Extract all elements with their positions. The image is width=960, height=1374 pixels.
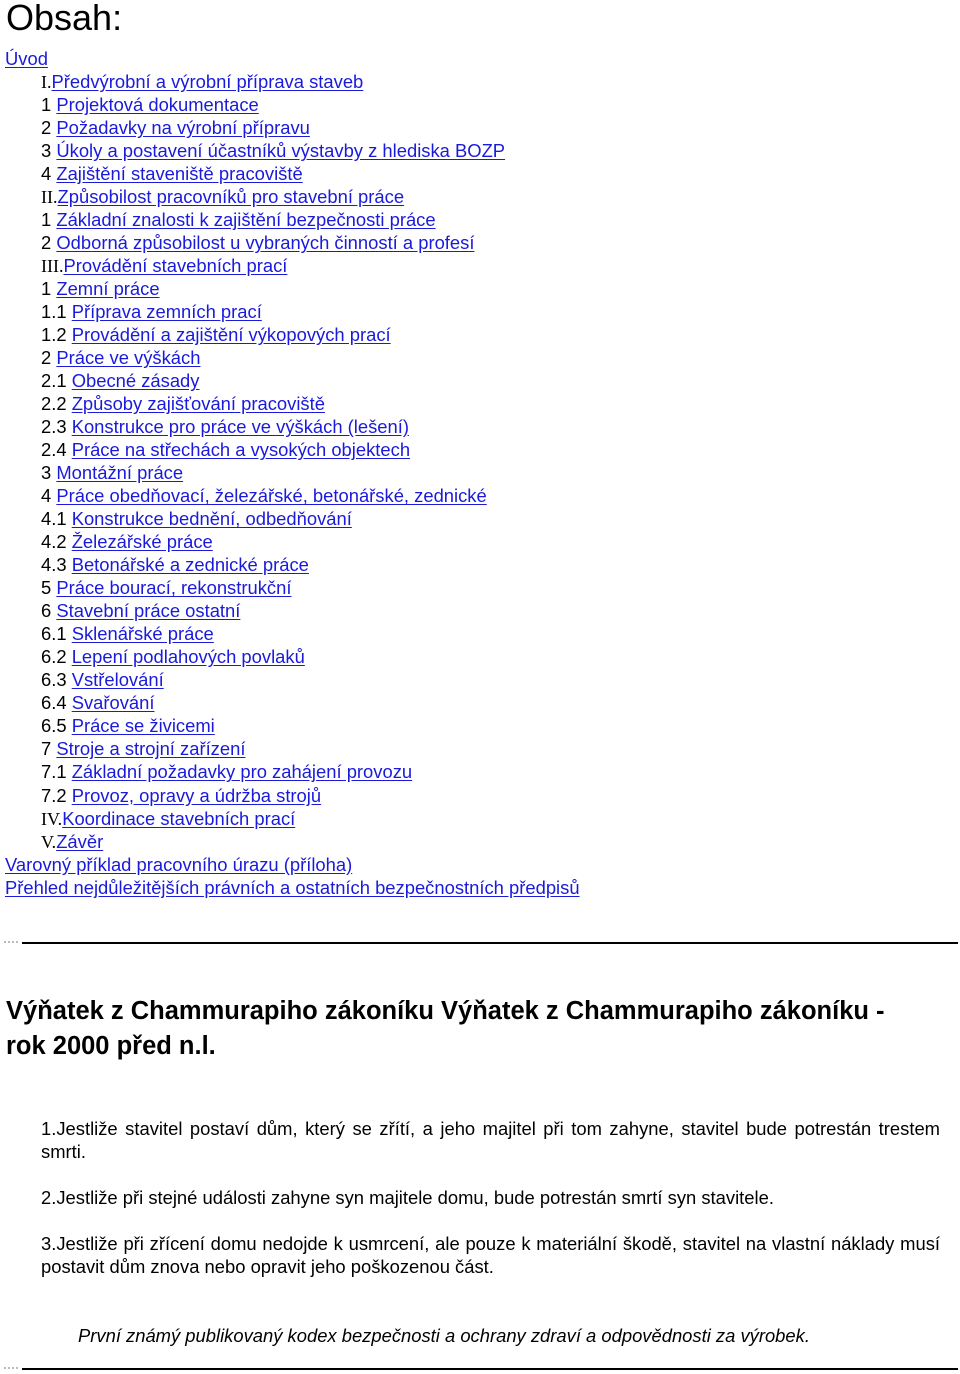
toc-item [5, 737, 580, 760]
toc-link[interactable]: Provádění stavebních prací [63, 255, 288, 277]
toc-item-number: 6 [41, 600, 57, 622]
toc-item [5, 70, 580, 93]
divider-dots [4, 1367, 18, 1369]
toc-item-number: 6.4 [41, 692, 72, 714]
toc-item-number: 1.2 [41, 324, 72, 346]
toc-item [5, 208, 580, 231]
toc-item [5, 714, 580, 737]
toc-link[interactable]: Příprava zemních prací [71, 301, 262, 323]
table-of-contents [5, 47, 580, 899]
toc-link[interactable]: Varovný příklad pracovního úrazu (příloha) [5, 853, 353, 875]
toc-item-number: 4.3 [41, 554, 72, 576]
toc-item [5, 231, 580, 254]
toc-link[interactable]: Způsobilost pracovníků pro stavební práce [57, 186, 405, 208]
toc-item [5, 668, 580, 691]
excerpt-title: Výňatek z Chammurapiho zákoníku Výňatek z Chammurapiho zákoníku -rok 2000 před n.l. [6, 997, 885, 1060]
toc-item-number: 6.5 [41, 715, 72, 737]
toc-item [5, 47, 580, 70]
toc-item [5, 323, 580, 346]
toc-link[interactable]: Zajištění staveniště pracoviště [56, 163, 303, 185]
divider-dots [4, 941, 18, 943]
toc-item [5, 254, 580, 277]
toc-link[interactable]: Železářské práce [71, 531, 213, 553]
toc-item [5, 691, 580, 714]
toc-link[interactable]: Úvod [5, 48, 48, 69]
toc-link[interactable]: Základní požadavky pro zahájení provozu [71, 761, 413, 783]
toc-item [5, 461, 580, 484]
toc-item-number: 2.4 [41, 439, 72, 461]
toc-item-number: II. [41, 187, 58, 208]
toc-item [5, 139, 580, 162]
toc-item-number: 7 [41, 738, 57, 760]
toc-link[interactable]: Úkoly a postavení účastníků výstavby z hlediska BOZP [56, 140, 506, 162]
toc-link[interactable]: Práce bourací, rekonstrukční [56, 577, 292, 599]
toc-item-number: 1 [41, 209, 57, 231]
toc-link[interactable]: Práce na střechách a vysokých objektech [71, 439, 411, 461]
toc-link[interactable]: Projektová dokumentace [56, 94, 259, 116]
toc-link[interactable]: Závěr [56, 830, 104, 852]
toc-item-number: 2.2 [41, 393, 72, 415]
toc-item [5, 853, 580, 876]
toc-item [5, 599, 580, 622]
toc-item-number: 3 [41, 462, 57, 484]
toc-link[interactable]: Předvýrobní a výrobní příprava staveb [51, 71, 364, 93]
toc-item [5, 784, 580, 807]
toc-item [5, 438, 580, 461]
toc-link[interactable]: Provádění a zajištění výkopových prací [71, 324, 391, 346]
toc-item-number: 4 [41, 163, 57, 185]
toc-item-number: 2 [41, 347, 57, 369]
toc-item-number: IV. [41, 808, 63, 829]
toc-item [5, 300, 580, 323]
toc-item-number: 4.2 [41, 531, 72, 553]
toc-item [5, 622, 580, 645]
toc-item-number: 1.1 [41, 301, 72, 323]
toc-link[interactable]: Vstřelování [71, 669, 164, 691]
toc-item [5, 392, 580, 415]
toc-item [5, 185, 580, 208]
toc-item-number: 6.1 [41, 623, 72, 645]
toc-link[interactable]: Konstrukce pro práce ve výškách (lešení) [71, 416, 409, 438]
toc-link[interactable]: Práce se živicemi [71, 715, 215, 737]
toc-item-number: 2.1 [41, 370, 72, 392]
toc-item [5, 484, 580, 507]
toc-heading: Obsah: [6, 0, 123, 38]
excerpt-paragraph-2: 2.Jestliže při stejné události zahyne syn majitele domu, bude potrestán smrtí syn stavitele. [41, 1187, 774, 1208]
toc-item-number: 2 [41, 117, 57, 139]
toc-link[interactable]: Zemní práce [56, 278, 160, 300]
toc-link[interactable]: Základní znalosti k zajištění bezpečnosti práce [56, 209, 436, 231]
excerpt-paragraph-3: 3.Jestliže při zřícení domu nedojde k usmrcení, ale pouze k materiální škodě, stavitel na vlastní náklady musí postavit dům znova nebo opravit jeho poškozenou část. [41, 1233, 940, 1277]
toc-item [5, 507, 580, 530]
toc-item-number: 3 [41, 140, 57, 162]
toc-item-number: 7.2 [41, 784, 72, 806]
toc-link[interactable]: Práce obedňovací, železářské, betonářské, zednické [56, 485, 487, 507]
excerpt-paragraph-1: 1.Jestliže stavitel postaví dům, který se zřítí, a jeho majitel při tom zahyne, stavitel bude potrestán trestem smrti. [41, 1118, 940, 1162]
toc-item-number: 2.3 [41, 416, 72, 438]
toc-link[interactable]: Montážní práce [56, 462, 184, 484]
toc-link[interactable]: Stavební práce ostatní [56, 600, 241, 622]
toc-item [5, 530, 580, 553]
excerpt-note: První známý publikovaný kodex bezpečnosti a ochrany zdraví a odpovědnosti za výrobek. [78, 1325, 810, 1346]
toc-link[interactable]: Práce ve výškách [56, 347, 201, 369]
toc-item-number: 4.1 [41, 508, 72, 530]
toc-item-number: 6.2 [41, 646, 72, 668]
horizontal-divider [22, 942, 958, 944]
toc-link[interactable]: Koordinace stavebních prací [62, 807, 296, 829]
toc-item-number: I. [41, 72, 52, 93]
toc-link[interactable]: Konstrukce bednění, odbedňování [71, 508, 352, 530]
toc-link[interactable]: Provoz, opravy a údržba strojů [71, 784, 322, 806]
toc-link[interactable]: Stroje a strojní zařízení [56, 738, 246, 760]
toc-item [5, 807, 580, 830]
toc-item-number: III. [41, 256, 64, 277]
toc-item-number: 2 [41, 232, 57, 254]
toc-link[interactable]: Obecné zásady [71, 370, 200, 392]
toc-item-number: 5 [41, 577, 57, 599]
toc-link[interactable]: Sklenářské práce [71, 623, 214, 645]
toc-item [5, 346, 580, 369]
toc-item-number: 1 [41, 278, 57, 300]
toc-item [5, 277, 580, 300]
toc-item [5, 93, 580, 116]
toc-item [5, 576, 580, 599]
toc-link[interactable]: Betonářské a zednické práce [71, 554, 309, 576]
toc-link[interactable]: Lepení podlahových povlaků [71, 646, 305, 668]
toc-item-number: 6.3 [41, 669, 72, 691]
toc-item-number: 1 [41, 94, 57, 116]
toc-link[interactable]: Požadavky na výrobní přípravu [56, 117, 310, 139]
toc-item [5, 830, 580, 853]
toc-item-number: V. [41, 831, 57, 852]
toc-item [5, 760, 580, 783]
horizontal-divider [22, 1368, 958, 1370]
toc-item [5, 553, 580, 576]
toc-link[interactable]: Svařování [71, 692, 155, 714]
toc-link[interactable]: Způsoby zajišťování pracoviště [71, 393, 325, 415]
toc-item [5, 369, 580, 392]
toc-link[interactable]: Přehled nejdůležitějších právních a ostatních bezpečnostních předpisů [5, 876, 580, 898]
toc-item-number: 4 [41, 485, 57, 507]
toc-item [5, 415, 580, 438]
toc-item [5, 162, 580, 185]
toc-item [5, 116, 580, 139]
toc-item [5, 876, 580, 899]
toc-link[interactable]: Odborná způsobilost u vybraných činností a profesí [56, 232, 475, 254]
toc-item [5, 645, 580, 668]
toc-item-number: 7.1 [41, 761, 72, 783]
